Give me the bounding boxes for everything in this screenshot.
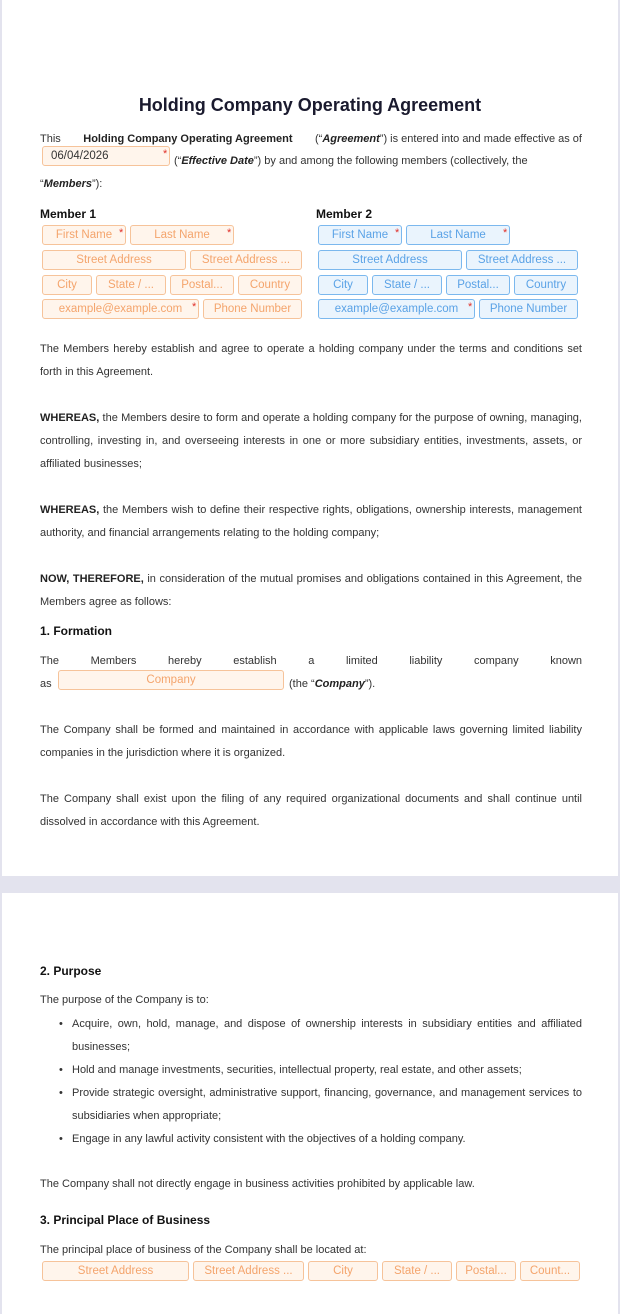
member-2-postal[interactable]: Postal...: [446, 275, 510, 295]
business-city[interactable]: City: [308, 1261, 378, 1281]
effective-date-field[interactable]: 06/04/2026: [42, 146, 170, 166]
whereas-2-paragraph: WHEREAS, the Members wish to define their respective rights, obligations, ownership interests, management authority, and financial arrangements relating to the holding company;: [40, 504, 582, 539]
member-1-phone[interactable]: Phone Number: [203, 299, 302, 319]
member-1-postal[interactable]: Postal...: [170, 275, 234, 295]
section-1-heading: 1. Formation: [40, 624, 113, 638]
member-2-heading: Member 2: [316, 207, 373, 221]
section-2-heading: 2. Purpose: [40, 964, 102, 978]
list-item: • Hold and manage investments, securities, intellectual property, real estate, and other assets;: [72, 1059, 582, 1082]
formation-as: as: [40, 678, 52, 690]
required-marker: *: [468, 301, 473, 313]
required-marker: *: [227, 227, 232, 239]
required-marker: *: [192, 301, 197, 313]
principal-place-intro: The principal place of business of the Company shall be located at:: [40, 1244, 367, 1256]
member-1-state[interactable]: State / ...: [96, 275, 166, 295]
business-street-address-2[interactable]: Street Address ...: [193, 1261, 304, 1281]
business-country[interactable]: Count...: [520, 1261, 580, 1281]
document-title: Holding Company Operating Agreement: [138, 95, 482, 115]
member-2-first-name[interactable]: First Name: [318, 225, 402, 245]
required-marker: *: [503, 227, 508, 239]
purpose-intro: The purpose of the Company is to:: [40, 994, 209, 1006]
whereas-1-paragraph: WHEREAS, the Members desire to form and operate a holding company for the purpose of owning, managing, controlling, investing in, and overseeing interests in one or more subsidiary entities, investments, assets, or affiliated businesses;: [40, 412, 582, 470]
list-item: • Provide strategic oversight, administrative support, financing, governance, and management services to subsidiaries when appropriate;: [72, 1082, 582, 1128]
member-2-street-address[interactable]: Street Address: [318, 250, 462, 270]
member-2-street-address-2[interactable]: Street Address ...: [466, 250, 578, 270]
section-3-heading: 3. Principal Place of Business: [40, 1213, 211, 1227]
document-page-2: [2, 893, 618, 1314]
formation-line-1: The Members hereby establish a limited liability company known: [40, 655, 582, 667]
formation-company-label: (the “Company”).: [289, 678, 376, 690]
intro-line-1: This Holding Company Operating Agreement (“Agreement”) is entered into and made effective as of: [40, 133, 582, 145]
member-1-country[interactable]: Country: [238, 275, 302, 295]
required-marker: *: [395, 227, 400, 239]
list-item: • Acquire, own, hold, manage, and dispose of ownership interests in subsidiary entities and affiliated businesses;: [72, 1013, 582, 1059]
formation-paragraph-2: The Company shall be formed and maintained in accordance with applicable laws governing limited liability companies in the jurisdiction where it is organized.: [40, 724, 582, 759]
member-2-country[interactable]: Country: [514, 275, 578, 295]
member-1-street-address[interactable]: Street Address: [42, 250, 186, 270]
business-street-address[interactable]: Street Address: [42, 1261, 189, 1281]
formation-paragraph-3: The Company shall exist upon the filing of any required organizational documents and shall continue until dissolved in accordance with this Agreement.: [40, 793, 582, 828]
company-name-field[interactable]: Company: [58, 670, 284, 690]
document-page-1: [2, 0, 618, 876]
required-marker: *: [163, 148, 168, 160]
list-item: • Engage in any lawful activity consistent with the objectives of a holding company.: [72, 1128, 582, 1151]
member-1-heading: Member 1: [40, 207, 97, 221]
intro-line-3: “Members”):: [40, 178, 103, 190]
member-1-city[interactable]: City: [42, 275, 92, 295]
member-1-street-address-2[interactable]: Street Address ...: [190, 250, 302, 270]
member-2-phone[interactable]: Phone Number: [479, 299, 578, 319]
member-1-first-name[interactable]: First Name: [42, 225, 126, 245]
business-state[interactable]: State / ...: [382, 1261, 452, 1281]
establish-paragraph: The Members hereby establish and agree to operate a holding company under the terms and conditions set forth in this Agreement.: [40, 343, 582, 378]
member-2-email[interactable]: example@example.com: [318, 299, 475, 319]
required-marker: *: [119, 227, 124, 239]
member-2-state[interactable]: State / ...: [372, 275, 442, 295]
member-1-email[interactable]: example@example.com: [42, 299, 199, 319]
member-1-last-name[interactable]: Last Name: [130, 225, 234, 245]
purpose-closing: The Company shall not directly engage in business activities prohibited by applicable law.: [40, 1178, 475, 1190]
member-2-city[interactable]: City: [318, 275, 368, 295]
therefore-paragraph: NOW, THEREFORE, in consideration of the mutual promises and obligations contained in this Agreement, the Members agree as follows:: [40, 573, 582, 608]
member-2-last-name[interactable]: Last Name: [406, 225, 510, 245]
intro-line-2: (“Effective Date”) by and among the following members (collectively, the: [174, 155, 528, 167]
purpose-list: [72, 1013, 582, 1151]
business-postal[interactable]: Postal...: [456, 1261, 516, 1281]
